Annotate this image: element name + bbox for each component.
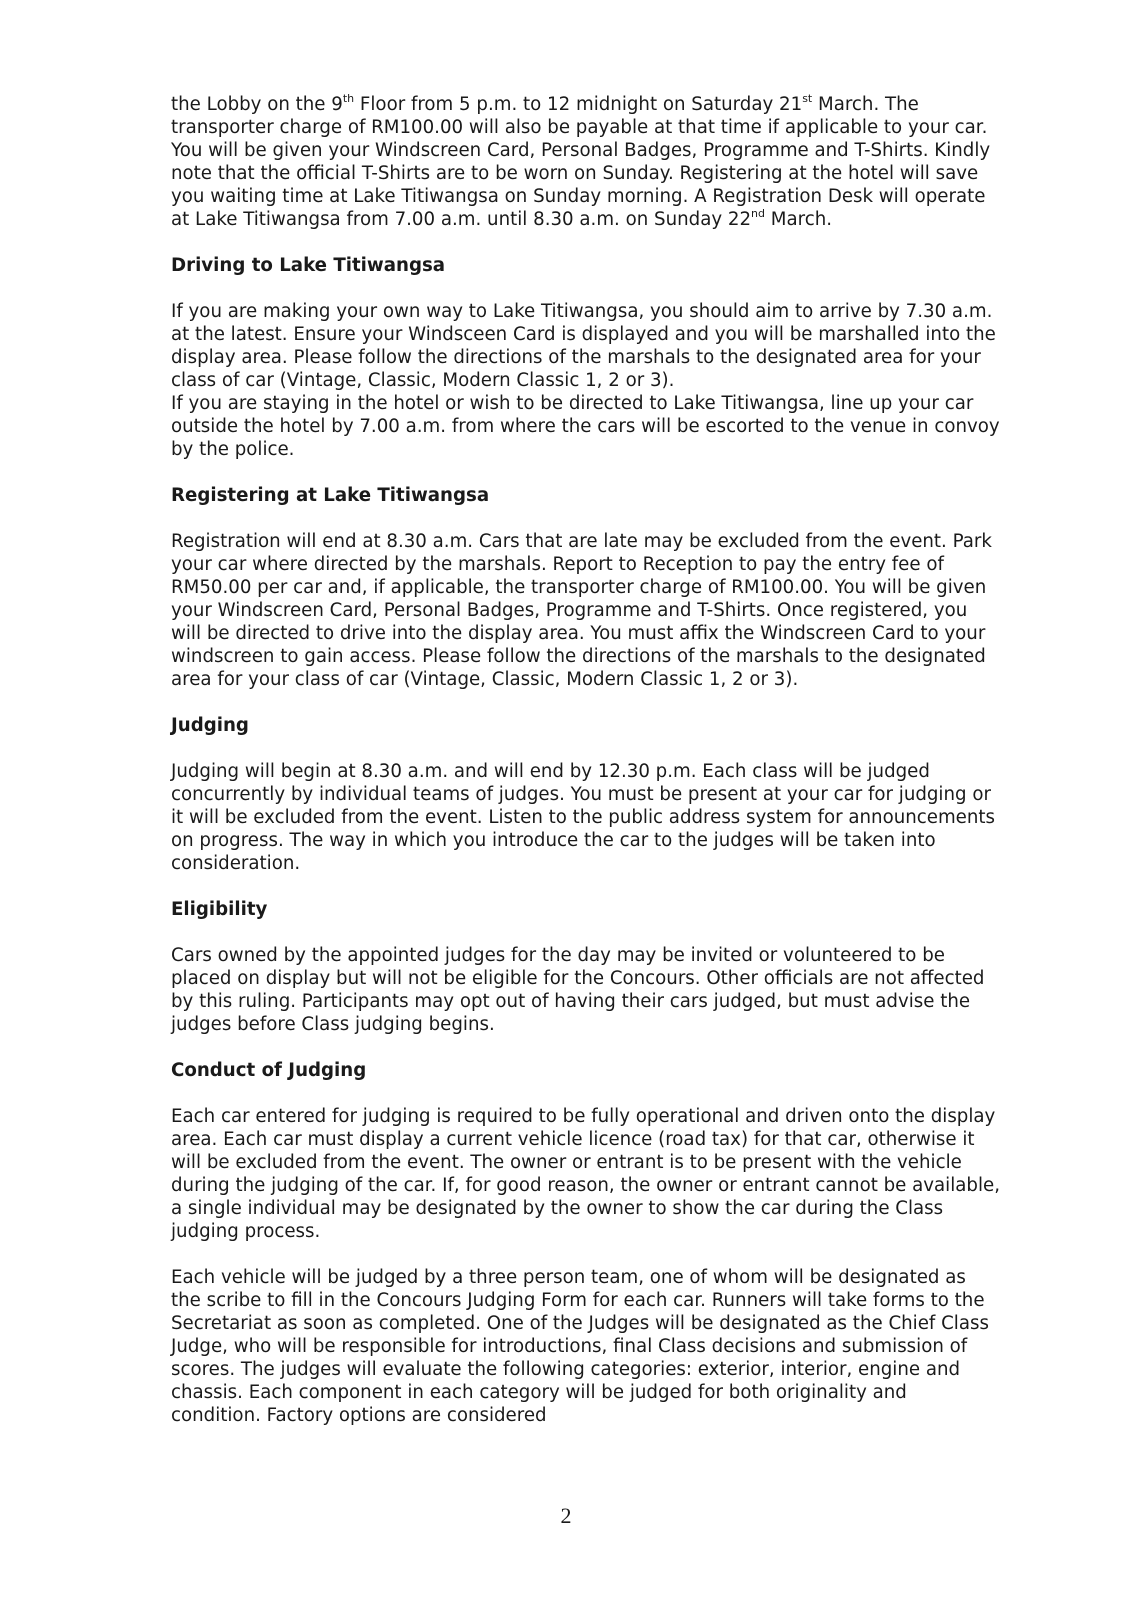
eligibility-paragraph: Cars owned by the appointed judges for the day may be invited or volunteered to be placed on display but will not be eligible for the Concours. Other officials are not affected by this ruling. Participants may opt out of having their cars judged, but must advise the judges before Class judging begins. xyxy=(171,945,985,1035)
ordinal-suffix: th xyxy=(342,91,355,105)
driving-paragraph-1: If you are making your own way to Lake Titiwangsa, you should aim to arrive by 7.30 a.m. at the latest. Ensure your Windsceen Card is displayed and you will be marshalled into the display area. Please follow the directions of the marshals to the designated area for your class of car (Vintage, Classic, Modern Classic 1, 2 or 3). xyxy=(171,301,996,391)
document-body xyxy=(171,93,1001,1427)
driving-paragraph-2: If you are staying in the hotel or wish to be directed to Lake Titiwangsa, line up your car outside the hotel by 7.00 a.m. from where the cars will be escorted to the venue in convoy by the police. xyxy=(171,393,1000,460)
section-heading-conduct: Conduct of Judging xyxy=(171,1060,367,1081)
conduct-paragraph-1: Each car entered for judging is required to be fully operational and driven onto the display area. Each car must display a current vehicle licence (road tax) for that car, otherwise it will be excluded from the event. The owner or entrant is to be present with the vehicle during the judging of the car. If, for good reason, the owner or entrant cannot be available, a single individual may be designated by the owner to show the car during the Class judging process. xyxy=(171,1106,1000,1242)
intro-text-1: the Lobby on the 9 xyxy=(171,94,343,115)
section-heading-registering: Registering at Lake Titiwangsa xyxy=(171,485,490,506)
section-heading-driving: Driving to Lake Titiwangsa xyxy=(171,255,446,276)
intro-text-3: March. The transporter charge of RM100.00 will also be payable at that time if applicable to your car. You will be given your Windscreen Card, Personal Badges, Programme and T-Shirts. Kindly note that the official T-Shirts are to be worn on Sunday. Registering at the hotel will save you waiting time at Lake Titiwangsa on Sunday morning. A Registration Desk will operate at Lake Titiwangsa from 7.00 a.m. until 8.30 a.m. on Sunday 22 xyxy=(171,94,991,230)
ordinal-suffix: nd xyxy=(751,206,765,220)
page-number: 2 xyxy=(560,1503,572,1528)
registering-paragraph: Registration will end at 8.30 a.m. Cars that are late may be excluded from the event. Park your car where directed by the marshals. Report to Reception to pay the entry fee of RM50.00 per car and, if applicable, the transporter charge of RM100.00. You will be given your Windscreen Card, Personal Badges, Programme and T-Shirts. Once registered, you will be directed to drive into the display area. You must affix the Windscreen Card to your windscreen to gain access. Please follow the directions of the marshals to the designated area for your class of car (Vintage, Classic, Modern Classic 1, 2 or 3). xyxy=(171,531,992,690)
intro-paragraph xyxy=(171,93,1001,231)
intro-text-4: March. xyxy=(765,209,833,230)
judging-paragraph: Judging will begin at 8.30 a.m. and will end by 12.30 p.m. Each class will be judged concurrently by individual teams of judges. You must be present at your car for judging or it will be excluded from the event. Listen to the public address system for announcements on progress. The way in which you introduce the car to the judges will be taken into consideration. xyxy=(171,761,995,874)
ordinal-suffix: st xyxy=(802,91,813,105)
section-heading-judging: Judging xyxy=(171,715,249,736)
conduct-paragraph-2: Each vehicle will be judged by a three person team, one of whom will be designated as the scribe to fill in the Concours Judging Form for each car. Runners will take forms to the Secretariat as soon as completed. One of the Judges will be designated as the Chief Class Judge, who will be responsible for introductions, final Class decisions and submission of scores. The judges will evaluate the following categories: exterior, interior, engine and chassis. Each component in each category will be judged for both originality and condition. Factory options are considered xyxy=(171,1267,989,1426)
section-heading-eligibility: Eligibility xyxy=(171,899,268,920)
intro-text-2: Floor from 5 p.m. to 12 midnight on Saturday 21 xyxy=(354,94,803,115)
